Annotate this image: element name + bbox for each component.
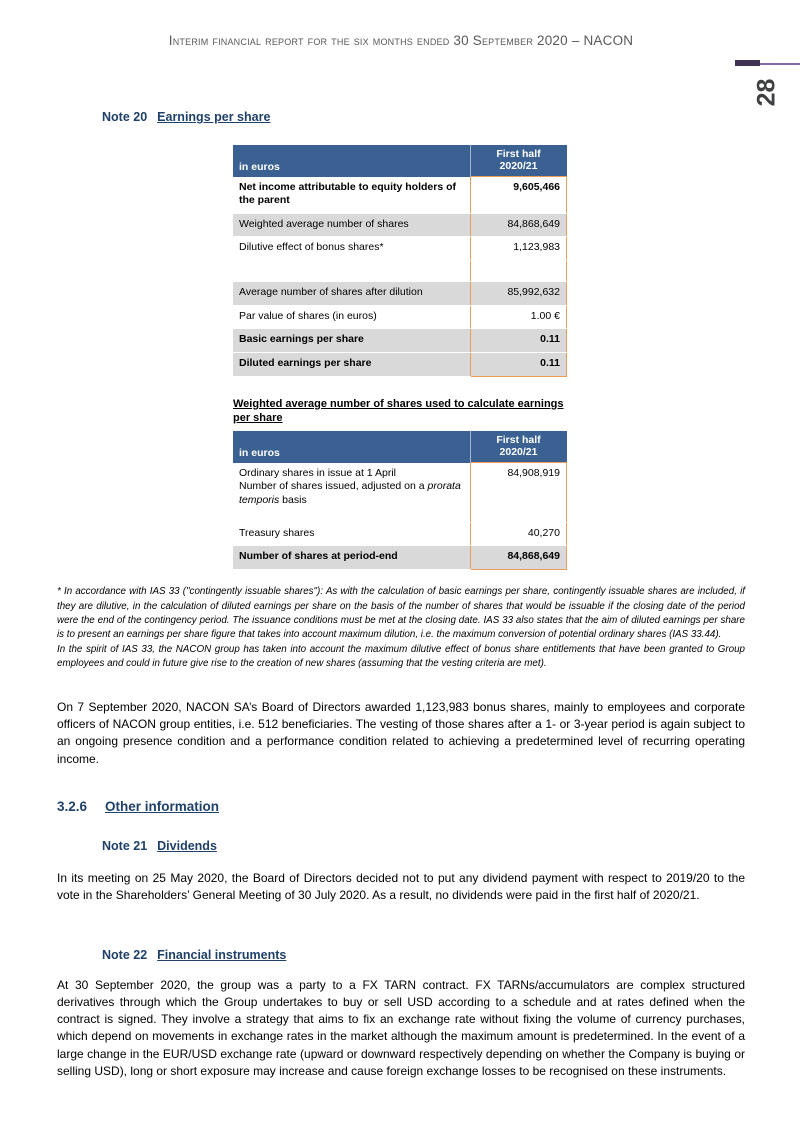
shares-table-title xyxy=(233,397,567,427)
eps-row-value xyxy=(470,261,567,282)
shares-row-label: Treasury shares xyxy=(233,522,470,546)
table-row xyxy=(233,546,567,570)
note-20-label: Note 20 xyxy=(102,110,148,124)
running-header xyxy=(57,33,745,48)
shares-table-title-text: Weighted average number of shares used to calculate earnings per share xyxy=(233,397,564,425)
eps-header-in-euros: in euros xyxy=(233,145,470,177)
eps-row-label xyxy=(233,261,470,282)
eps-table xyxy=(233,145,567,377)
note-22-heading xyxy=(102,948,745,962)
eps-row-label: Average number of shares after dilution xyxy=(233,282,470,306)
shares-row-value: 84,908,919 xyxy=(470,463,567,522)
eps-row-value: 84,868,649 xyxy=(470,213,567,237)
footnote xyxy=(57,585,745,672)
note-22-title: Financial instruments xyxy=(157,947,287,962)
header-rule-accent xyxy=(735,60,760,66)
shares-table xyxy=(233,431,567,570)
table-row xyxy=(233,329,567,353)
shares-row-label-line2-pre: Number of shares issued, adjusted on a xyxy=(239,480,428,493)
shares-row-label: Number of shares at period-end xyxy=(233,546,470,570)
paragraph-financial-instruments: At 30 September 2020, the group was a party to a FX TARN contract. FX TARNs/accumulators are complex structured derivatives through which the Group undertakes to buy or sell USD according to a schedule and at rates defined when the contract is signed. They involve a strategy that aims to fix an exchange rate without fixing the volume of currency purchases, which depend on movements in exchange rates in the market although the maximum amount is predetermined. In the event of a large change in the EUR/USD exchange rate (upward or downward respectively depending on whether the Company is buying or selling USD), long or short exposure may increase and cause foreign exchange losses to be recognised on these instruments. xyxy=(57,977,745,1078)
section-3-2-6-heading xyxy=(57,799,745,814)
eps-table-header-row xyxy=(233,145,567,177)
note-20-title: Earnings per share xyxy=(157,110,271,124)
table-row xyxy=(233,305,567,329)
eps-row-label: Dilutive effect of bonus shares* xyxy=(233,237,470,261)
table-row xyxy=(233,352,567,376)
eps-row-label: Basic earnings per share xyxy=(233,329,470,353)
table-row-empty xyxy=(233,261,567,282)
shares-row-label xyxy=(233,463,470,522)
eps-header-period: First half 2020/21 xyxy=(470,145,567,177)
eps-row-value: 0.11 xyxy=(470,352,567,376)
footnote-paragraph-1: * In accordance with IAS 33 ("contingently issuable shares"): As with the calculation of basic earnings per share, contingently issuable shares are included, if they are dilutive, in the calculation of diluted earnings per share on the basis of the number of shares that would be issuable if the closing date of the period were the end of the contingency period. The issuance conditions must be met at the closing date. IAS 33 also states that the aim of diluted earnings per share is to present an earnings per share figure that takes into account maximum dilution, i.e. the maximum conversion of potential ordinary shares (IAS 33.44). xyxy=(57,586,745,641)
section-number: 3.2.6 xyxy=(57,798,88,814)
eps-row-value: 85,992,632 xyxy=(470,282,567,306)
eps-row-value: 1.00 € xyxy=(470,305,567,329)
table-row xyxy=(233,282,567,306)
paragraph-dividends: In its meeting on 25 May 2020, the Board of Directors decided not to put any dividend payment with respect to 2019/20 to the vote in the Shareholders’ General Meeting of 30 July 2020. As a result, no dividends were paid in the first half of 2020/21. xyxy=(57,870,745,903)
running-header-title: Interim financial report for the six months ended 30 September 2020 – NACON xyxy=(168,33,634,48)
table-row xyxy=(233,522,567,546)
table-row xyxy=(233,463,567,522)
page-number-tab xyxy=(735,0,800,120)
table-row xyxy=(233,237,567,261)
paragraph-bonus-shares: On 7 September 2020, NACON SA’s Board of Directors awarded 1,123,983 bonus shares, mainly to employees and corporate officers of NACON group entities, i.e. 512 beneficiaries. The vesting of those shares after a 1- or 3-year period is again subject to an ongoing presence condition and a performance condition related to achieving a predetermined level of recurring operating income. xyxy=(57,699,745,766)
section-title: Other information xyxy=(105,798,219,814)
shares-row-value: 84,868,649 xyxy=(470,546,567,570)
shares-row-label-line1: Ordinary shares in issue at 1 April xyxy=(239,466,396,479)
note-21-heading xyxy=(102,839,745,853)
eps-row-label: Diluted earnings per share xyxy=(233,352,470,376)
table-row xyxy=(233,177,567,214)
eps-row-label: Net income attributable to equity holders of the parent xyxy=(233,177,470,214)
shares-row-value: 40,270 xyxy=(470,522,567,546)
eps-row-label: Weighted average number of shares xyxy=(233,213,470,237)
shares-table-header-row xyxy=(233,431,567,463)
shares-header-period: First half 2020/21 xyxy=(470,431,567,463)
note-20-heading xyxy=(102,110,745,124)
shares-header-in-euros: in euros xyxy=(233,431,470,463)
note-22-label: Note 22 xyxy=(102,947,148,962)
eps-row-label: Par value of shares (in euros) xyxy=(233,305,470,329)
eps-table-container xyxy=(233,145,567,377)
page-number: 28 xyxy=(752,78,781,107)
note-21-title: Dividends xyxy=(157,838,217,853)
note-21-label: Note 21 xyxy=(102,838,148,853)
shares-row-label-line2-italic: prorata temporis xyxy=(239,480,461,507)
eps-row-value: 1,123,983 xyxy=(470,237,567,261)
shares-row-label-line2-post: basis xyxy=(279,494,307,507)
footnote-paragraph-2: In the spirit of IAS 33, the NACON group has taken into account the maximum dilutive effect of bonus share entitlements that have been granted to Group employees and could in future give rise to the creation of new shares (assuming that the vesting criteria are met). xyxy=(57,643,745,670)
eps-row-value: 0.11 xyxy=(470,329,567,353)
shares-table-container xyxy=(233,431,567,570)
eps-row-value: 9,605,466 xyxy=(470,177,567,214)
table-row xyxy=(233,213,567,237)
